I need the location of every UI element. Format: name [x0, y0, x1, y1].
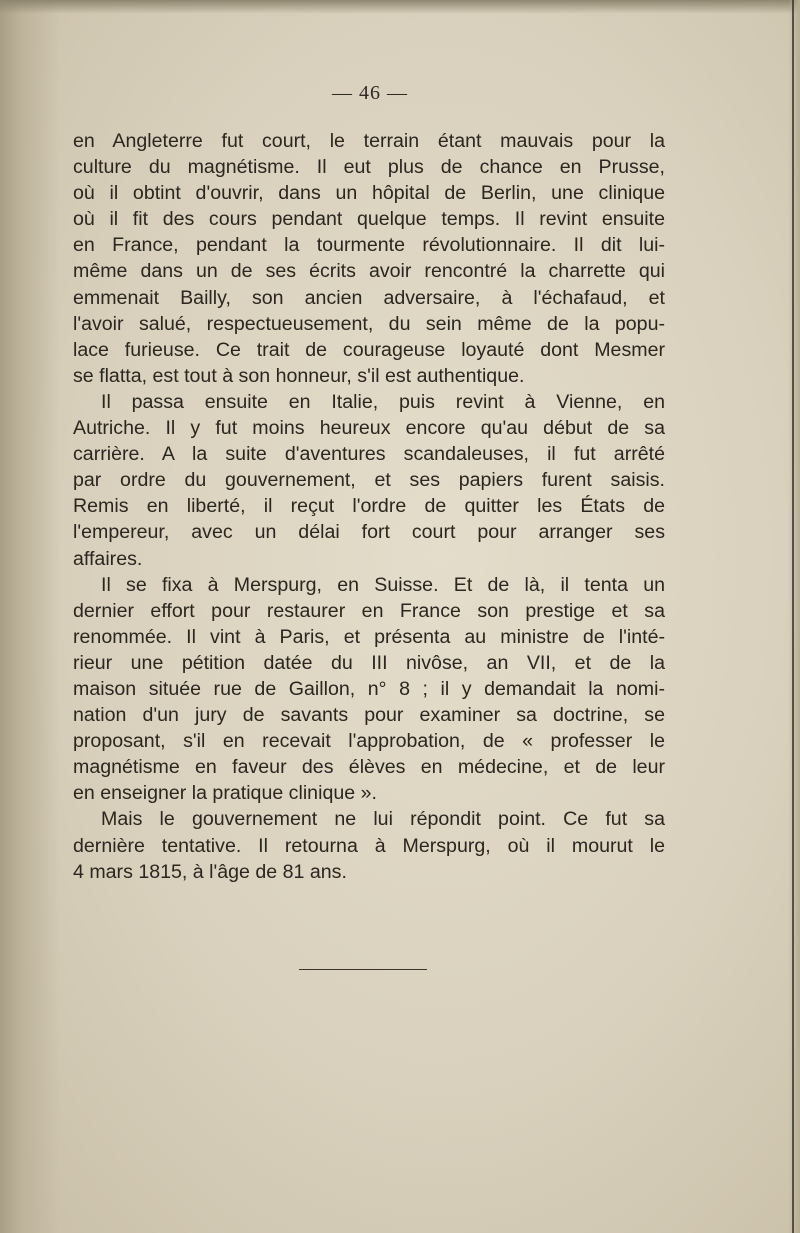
top-edge-shadow [0, 0, 800, 14]
text-line: affaires. [73, 547, 143, 570]
text-line: renommée. Il vint à Paris, et présenta au ministre de l'inté- [73, 625, 665, 648]
text-line: par ordre du gouvernement, et ses papiers furent saisis. [73, 469, 665, 492]
paragraph-3 [73, 572, 665, 807]
text-line: magnétisme en faveur des élèves en médecine, et de leur [73, 756, 665, 779]
paragraph-4 [73, 806, 665, 884]
section-divider [299, 969, 427, 970]
text-line: l'empereur, avec un délai fort court pour arranger ses [73, 521, 665, 544]
text-line: où il obtint d'ouvrir, dans un hôpital de Berlin, une clinique [73, 182, 665, 205]
text-line: rieur une pétition datée du III nivôse, an VII, et de la [73, 651, 665, 674]
text-line: en enseigner la pratique clinique ». [73, 782, 377, 805]
right-border-line [792, 0, 794, 1233]
text-line: culture du magnétisme. Il eut plus de chance en Prusse, [73, 156, 665, 179]
text-line: Il se fixa à Merspurg, en Suisse. Et de là, il tenta un [101, 573, 665, 596]
text-line: Remis en liberté, il reçut l'ordre de quitter les États de [73, 495, 665, 518]
right-page-edge [788, 0, 800, 1233]
text-line: même dans un de ses écrits avoir rencontré la charrette qui [73, 260, 665, 283]
text-line: emmenait Bailly, son ancien adversaire, à l'échafaud, et [73, 286, 665, 309]
text-line: l'avoir salué, respectueusement, du sein même de la popu- [73, 312, 665, 335]
text-line: où il fit des cours pendant quelque temps. Il revint ensuite [73, 208, 665, 231]
text-line: en France, pendant la tourmente révolutionnaire. Il dit lui- [73, 234, 665, 257]
binding-shadow [0, 0, 60, 1233]
text-line: se flatta, est tout à son honneur, s'il est authentique. [73, 364, 525, 387]
text-line: Il passa ensuite en Italie, puis revint à Vienne, en [101, 390, 665, 413]
text-line: carrière. A la suite d'aventures scandaleuses, il fut arrêté [73, 443, 665, 466]
page-number: — 46 — [332, 82, 408, 104]
text-line: nation d'un jury de savants pour examiner sa doctrine, se [73, 704, 665, 727]
text-line: lace furieuse. Ce trait de courageuse loyauté dont Mesmer [73, 338, 665, 361]
text-line: proposant, s'il en recevait l'approbation, de « professer le [73, 730, 665, 753]
text-line: 4 mars 1815, à l'âge de 81 ans. [73, 860, 347, 883]
text-line: Mais le gouvernement ne lui répondit point. Ce fut sa [101, 808, 665, 831]
text-line: en Angleterre fut court, le terrain étant mauvais pour la [73, 130, 665, 152]
body-text [73, 128, 665, 885]
text-line: dernier effort pour restaurer en France son prestige et sa [73, 599, 665, 622]
text-line: maison située rue de Gaillon, n° 8 ; il y demandait la nomi- [73, 677, 665, 700]
text-line: dernière tentative. Il retourna à Merspurg, où il mourut le [73, 834, 665, 857]
paragraph-1 [73, 128, 665, 389]
text-line: Autriche. Il y fut moins heureux encore qu'au début de sa [73, 417, 665, 440]
paragraph-2 [73, 389, 665, 572]
